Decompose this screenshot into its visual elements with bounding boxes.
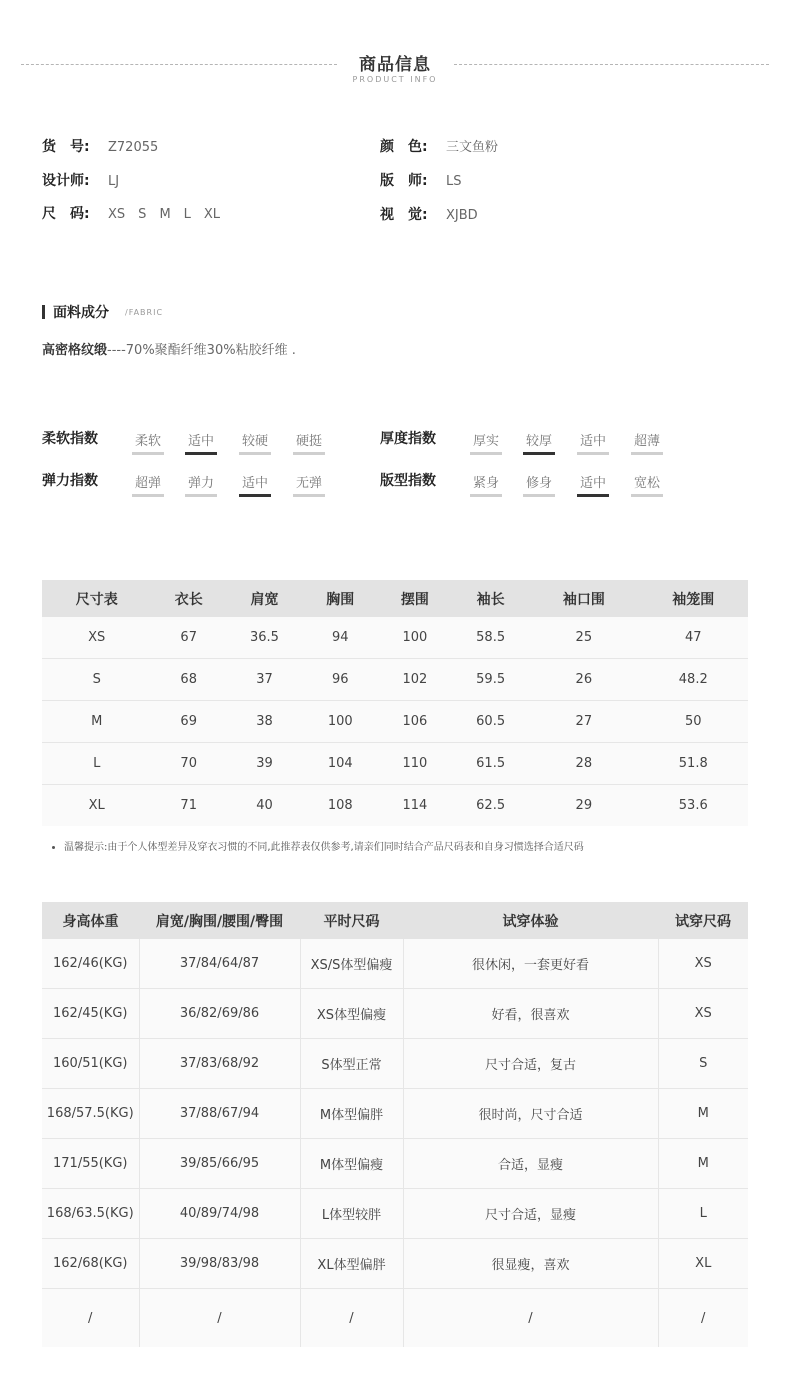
table-cell: 尺寸合适，显瘦 xyxy=(403,1189,658,1239)
table-cell: 47 xyxy=(639,617,748,659)
table-cell: 94 xyxy=(303,617,378,659)
table-cell: 110 xyxy=(378,743,453,785)
table-row xyxy=(42,939,748,989)
table-cell: XS/S体型偏瘦 xyxy=(300,939,403,989)
table-cell: L xyxy=(42,743,151,785)
fabric-title-bar xyxy=(42,305,45,319)
info-value: LS xyxy=(446,174,462,189)
table-row xyxy=(42,743,748,785)
size-option: XL xyxy=(203,207,221,222)
info-label: 设计师: xyxy=(42,173,90,189)
table-cell: 39 xyxy=(226,743,303,785)
table-cell: 60.5 xyxy=(452,701,529,743)
bullet-icon xyxy=(52,846,55,849)
table-cell: S xyxy=(42,659,151,701)
table-cell: 36/82/69/86 xyxy=(139,989,300,1039)
table-cell: L体型较胖 xyxy=(300,1189,403,1239)
table-cell: / xyxy=(139,1289,300,1348)
table-row xyxy=(42,785,748,827)
table-cell: XL xyxy=(88,798,105,813)
fit-table xyxy=(42,902,748,1347)
table-cell: 39/98/83/98 xyxy=(139,1239,300,1289)
table-cell: 50 xyxy=(639,701,748,743)
table-cell: 106 xyxy=(378,701,453,743)
table-cell: 29 xyxy=(575,798,593,813)
table-cell: 38 xyxy=(226,701,303,743)
table-cell: XL体型偏胖 xyxy=(300,1239,403,1289)
fabric-composition: ----70%聚酯纤维30%粘胶纤维 . xyxy=(107,343,296,358)
column-header: 袖长 xyxy=(452,580,529,617)
table-cell: XS xyxy=(658,989,748,1039)
table-cell: 37/88/67/94 xyxy=(139,1089,300,1139)
table-cell: XS xyxy=(658,939,748,989)
table-cell: 48.2 xyxy=(639,659,748,701)
table-cell: M xyxy=(658,1139,748,1189)
table-row xyxy=(42,1139,748,1189)
size-tip xyxy=(52,838,584,853)
index-option: 超弹 xyxy=(132,472,164,497)
section-title: 商品信息 xyxy=(359,55,431,75)
info-label: 颜 色: xyxy=(380,139,428,155)
table-row xyxy=(42,1189,748,1239)
table-row xyxy=(42,617,748,659)
table-cell: 100 xyxy=(303,701,378,743)
size-option: M xyxy=(159,207,171,222)
column-header: 肩宽/胸围/腰围/臀围 xyxy=(139,902,300,939)
table-cell: 168/57.5(KG) xyxy=(42,1089,139,1139)
table-cell: 36.5 xyxy=(226,617,303,659)
column-header: 尺寸表 xyxy=(42,580,151,617)
fabric-name: 高密格纹缎 xyxy=(42,343,108,358)
fit-table-header xyxy=(42,902,748,939)
index-option-selected: 适中 xyxy=(185,430,217,455)
table-cell: 162/45(KG) xyxy=(42,989,139,1039)
index-option: 柔软 xyxy=(132,430,164,455)
table-cell: S xyxy=(658,1039,748,1089)
section-subtitle: PRODUCT INFO xyxy=(352,75,438,84)
table-cell: M xyxy=(658,1089,748,1139)
table-cell: XL xyxy=(658,1239,748,1289)
table-row xyxy=(42,989,748,1039)
index-label-fit: 版型指数 xyxy=(380,473,436,489)
table-cell: 37 xyxy=(226,659,303,701)
table-row xyxy=(42,701,748,743)
index-option: 宽松 xyxy=(631,472,663,497)
table-cell: 40/89/74/98 xyxy=(139,1189,300,1239)
column-header: 衣长 xyxy=(151,580,226,617)
info-value: Z72055 xyxy=(108,140,159,155)
table-cell: 很显瘦，喜欢 xyxy=(403,1239,658,1289)
info-label: 版 师: xyxy=(380,173,428,189)
index-option-selected: 适中 xyxy=(239,472,271,497)
table-cell: 69 xyxy=(151,701,226,743)
table-cell: 25 xyxy=(529,617,638,659)
index-option: 弹力 xyxy=(185,472,217,497)
table-cell: L xyxy=(658,1189,748,1239)
table-cell: M体型偏胖 xyxy=(300,1089,403,1139)
index-option: 较硬 xyxy=(239,430,271,455)
table-cell: 71 xyxy=(180,798,197,813)
table-cell: 58.5 xyxy=(452,617,529,659)
index-option: 适中 xyxy=(577,430,609,455)
table-cell: 28 xyxy=(529,743,638,785)
index-option: 硬挺 xyxy=(293,430,325,455)
index-option: 紧身 xyxy=(470,472,502,497)
table-cell: 39/85/66/95 xyxy=(139,1139,300,1189)
column-header: 平时尺码 xyxy=(300,902,403,939)
table-cell: 51.8 xyxy=(639,743,748,785)
table-cell: 61.5 xyxy=(452,743,529,785)
index-option: 厚实 xyxy=(470,430,502,455)
table-cell: / xyxy=(300,1289,403,1348)
table-cell: 26 xyxy=(529,659,638,701)
info-item-pattern-maker xyxy=(380,171,462,191)
size-option: L xyxy=(183,207,191,222)
table-cell: 合适，显瘦 xyxy=(403,1139,658,1189)
fabric-subtitle: /FABRIC xyxy=(125,308,164,317)
size-option: XS xyxy=(108,207,126,222)
table-cell: 114 xyxy=(402,798,428,813)
column-header: 试穿尺码 xyxy=(658,902,748,939)
info-value: 三文鱼粉 xyxy=(446,140,499,155)
index-label-elasticity: 弹力指数 xyxy=(42,473,98,489)
table-cell: M体型偏瘦 xyxy=(300,1139,403,1189)
column-header: 袖笼围 xyxy=(639,580,748,617)
size-option: S xyxy=(138,207,147,222)
column-header: 试穿体验 xyxy=(403,902,658,939)
column-header: 肩宽 xyxy=(226,580,303,617)
table-row xyxy=(42,1289,748,1348)
table-cell: 100 xyxy=(378,617,453,659)
info-label: 视 觉: xyxy=(380,207,428,223)
fabric-title: 面料成分 xyxy=(53,305,109,321)
index-option-selected: 适中 xyxy=(577,472,609,497)
table-cell: 很休闲，一套更好看 xyxy=(403,939,658,989)
table-cell: 104 xyxy=(303,743,378,785)
table-row xyxy=(42,659,748,701)
table-cell: 162/68(KG) xyxy=(42,1239,139,1289)
table-cell: 37/83/68/92 xyxy=(139,1039,300,1089)
table-cell: 好看，很喜欢 xyxy=(403,989,658,1039)
table-cell: 37/84/64/87 xyxy=(139,939,300,989)
info-label: 尺 码: xyxy=(42,206,90,222)
info-item-visual xyxy=(380,205,478,225)
table-cell: 171/55(KG) xyxy=(42,1139,139,1189)
table-cell: 160/51(KG) xyxy=(42,1039,139,1089)
table-cell: XS体型偏瘦 xyxy=(300,989,403,1039)
table-cell: / xyxy=(403,1289,658,1348)
table-cell: 68 xyxy=(151,659,226,701)
table-row xyxy=(42,1239,748,1289)
index-option: 超薄 xyxy=(631,430,663,455)
table-cell: 62.5 xyxy=(476,798,506,813)
index-option: 无弹 xyxy=(293,472,325,497)
index-option-selected: 较厚 xyxy=(523,430,555,455)
column-header: 袖口围 xyxy=(529,580,638,617)
table-cell: 102 xyxy=(378,659,453,701)
index-label-softness: 柔软指数 xyxy=(42,431,98,447)
size-table-header xyxy=(42,580,748,617)
index-label-thickness: 厚度指数 xyxy=(380,431,436,447)
table-cell: 67 xyxy=(151,617,226,659)
table-row xyxy=(42,1039,748,1089)
table-cell: 70 xyxy=(151,743,226,785)
table-cell: 59.5 xyxy=(452,659,529,701)
size-tip-text: 温馨提示:由于个人体型差异及穿衣习惯的不同,此推荐表仅供参考,请亲们同时结合产品尺码表和自身习惯选择合适尺码 xyxy=(64,842,584,853)
table-cell: 168/63.5(KG) xyxy=(42,1189,139,1239)
size-table xyxy=(42,580,748,826)
table-cell: / xyxy=(701,1310,706,1326)
table-cell: 162/46(KG) xyxy=(42,939,139,989)
index-option: 修身 xyxy=(523,472,555,497)
info-value: XJBD xyxy=(446,208,478,223)
info-item-designer xyxy=(42,171,119,191)
table-cell: 尺寸合适，复古 xyxy=(403,1039,658,1089)
info-label: 货 号: xyxy=(42,139,90,155)
info-item-sizes xyxy=(42,204,233,224)
table-cell: 27 xyxy=(529,701,638,743)
table-cell: 很时尚，尺寸合适 xyxy=(403,1089,658,1139)
table-cell: 53.6 xyxy=(678,798,708,813)
info-value: LJ xyxy=(108,174,120,189)
info-item-color xyxy=(380,137,498,157)
info-item-sku xyxy=(42,137,158,157)
table-cell: 96 xyxy=(303,659,378,701)
column-header: 摆围 xyxy=(378,580,453,617)
column-header: 身高体重 xyxy=(42,902,139,939)
column-header: 胸围 xyxy=(303,580,378,617)
fabric-description xyxy=(42,339,296,358)
table-cell: M xyxy=(42,701,151,743)
table-cell: S体型正常 xyxy=(300,1039,403,1089)
table-cell: / xyxy=(42,1289,139,1348)
table-cell: 108 xyxy=(327,798,353,813)
table-row xyxy=(42,1089,748,1139)
table-cell: 40 xyxy=(256,798,273,813)
table-cell: XS xyxy=(42,617,151,659)
